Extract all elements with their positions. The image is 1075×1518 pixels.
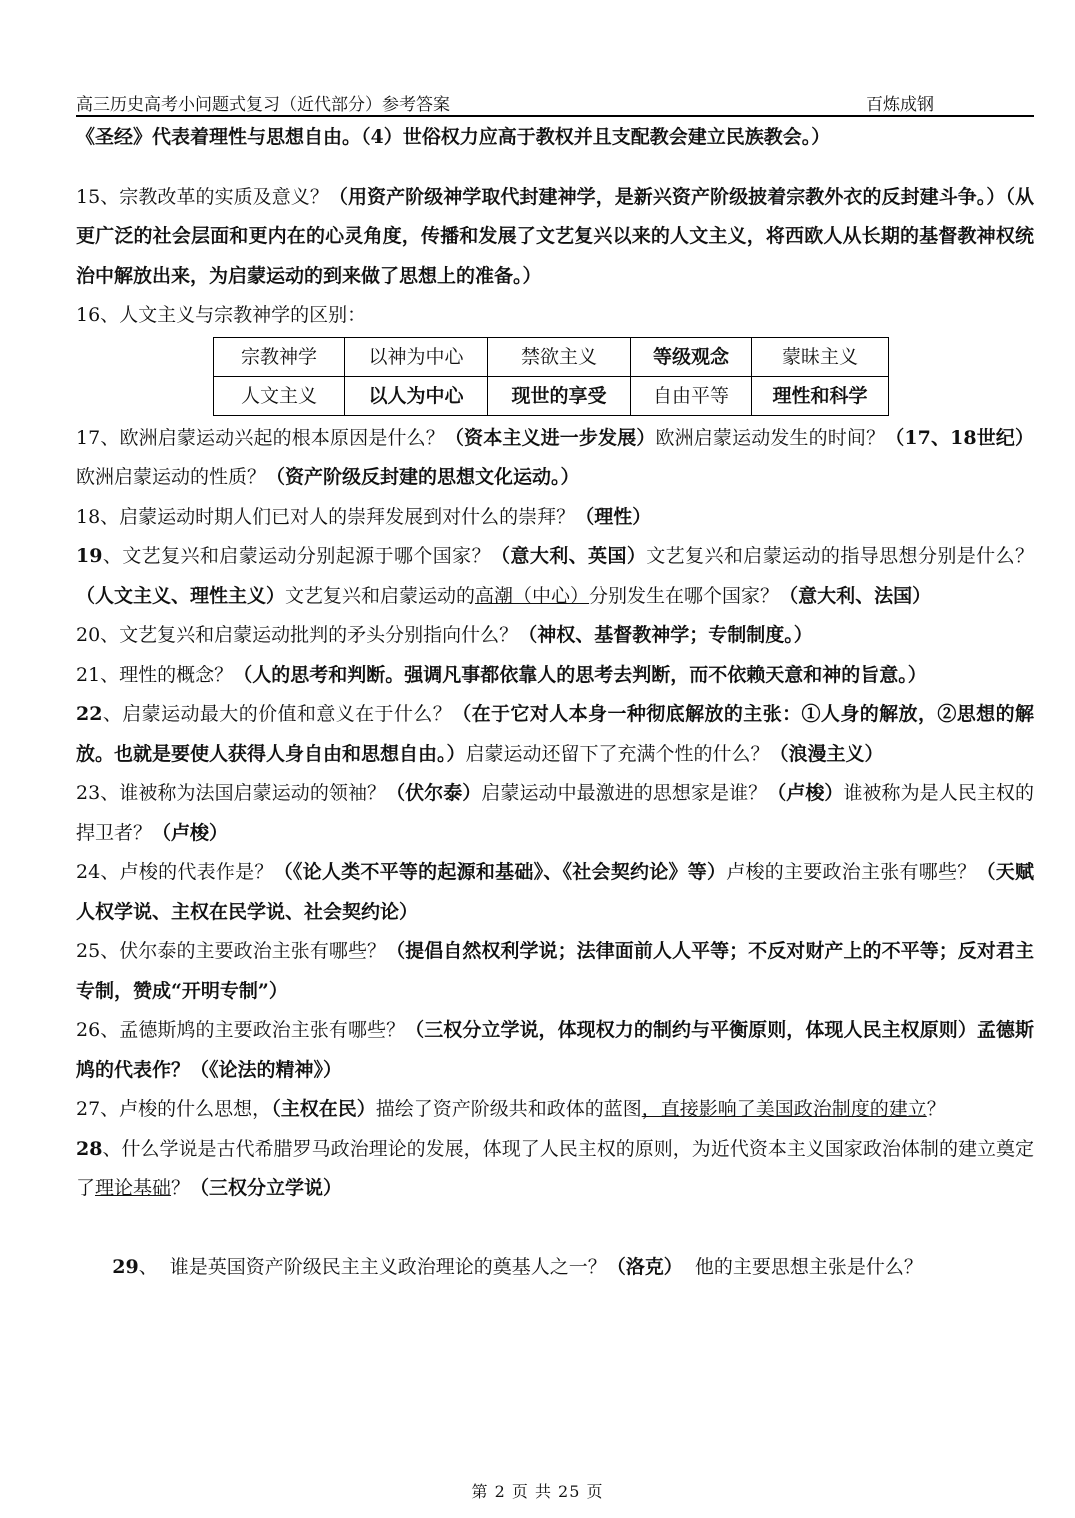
question-text: 他的主要思想主张是什么？ — [682, 1256, 923, 1278]
question-number: 28 — [76, 1137, 103, 1160]
underlined-text: ，直接影响了美国政治制度的建立 — [641, 1098, 927, 1120]
question-text: 描绘了资产阶级共和政体的蓝图 — [375, 1098, 642, 1120]
underlined-text: 理论基础 — [95, 1177, 172, 1199]
question-text: 27、卢梭的什么思想， — [76, 1098, 272, 1120]
question-18 — [76, 498, 1034, 538]
paragraph-continuation — [76, 118, 1034, 158]
answer-text: 《圣经》代表着理性与思想自由。（4）世俗权力应高于教权并且支配教会建立民族教会。） — [76, 126, 831, 148]
table-cell: 理性和科学 — [752, 376, 889, 415]
question-27 — [76, 1090, 1034, 1130]
question-text: 24、卢梭的代表作是？ — [76, 861, 274, 883]
question-text: 、什么学说是古代希腊罗马政治理论的发展，体现了人民主权的原则，为近代资本主义国家政治体制的建立奠定了 — [76, 1137, 1034, 1199]
question-text: 23、谁被称为法国启蒙运动的领袖？ — [76, 782, 387, 804]
question-text: ？ — [171, 1177, 191, 1199]
question-text: 启蒙运动中最激进的思想家是谁？ — [481, 782, 768, 804]
question-number: 22 — [76, 703, 103, 725]
question-28 — [76, 1130, 1034, 1209]
question-text: 谁被称为是人民主权的捍卫者？ — [76, 782, 1034, 844]
answer-text: （资产阶级反封建的思想文化运动。） — [266, 466, 580, 488]
question-text: 卢梭的主要政治主张有哪些？ — [726, 861, 977, 883]
answer-text: （神权、基督教神学；专制制度。） — [518, 624, 813, 646]
answer-text: （意大利、英国） — [491, 545, 647, 567]
answer-text: （三权分立学说） — [190, 1177, 343, 1199]
question-text: 欧洲启蒙运动的性质？ — [76, 466, 267, 488]
table-cell: 蒙昧主义 — [752, 337, 889, 376]
question-17 — [76, 419, 1034, 498]
spacer — [76, 158, 1034, 178]
underlined-text: 高潮（中心） — [475, 584, 590, 607]
question-25 — [76, 932, 1034, 1011]
answer-text: （洛克） — [606, 1256, 683, 1278]
question-24 — [76, 853, 1034, 932]
main-content — [76, 118, 1034, 1327]
question-number: 19 — [76, 545, 103, 567]
answer-text: （用资产阶级神学取代封建神学，是新兴资产阶级披着宗教外衣的反封建斗争。）（从更广泛的社会层面和更内在的心灵角度，传播和发展了文艺复兴以来的人文主义，将西欧人从长期的基督教神权统治中解放出来，为启蒙运动的到来做了思想上的准备。） — [76, 185, 1034, 287]
question-26 — [76, 1011, 1034, 1090]
question-text: 15、宗教改革的实质及意义？ — [76, 185, 329, 208]
answer-text: （天赋人权学说、主权在民学说、社会契约论） — [76, 861, 1034, 923]
table-cell: 自由平等 — [631, 376, 752, 415]
question-20 — [76, 616, 1034, 656]
answer-text: （主权在民） — [271, 1098, 376, 1120]
answer-text: （《论人类不平等的起源和基础》、《社会契约论》等） — [273, 861, 727, 883]
question-text: 26、孟德斯鸠的主要政治主张有哪些？ — [76, 1019, 406, 1041]
answer-text: （意大利、法国） — [779, 584, 932, 607]
page-header — [76, 89, 1034, 117]
header-motto: 百炼成钢 — [866, 95, 934, 115]
answer-text: （伏尔泰） — [386, 782, 482, 804]
answer-text: （17、18世纪） — [885, 426, 1034, 449]
question-text: 、 谁是英国资产阶级民主主义政治理论的奠基人之一？ — [138, 1256, 607, 1278]
question-22 — [76, 695, 1034, 774]
table-cell: 现世的享受 — [488, 376, 631, 415]
table-cell: 宗教神学 — [214, 337, 345, 376]
answer-text: （卢梭） — [152, 821, 229, 844]
question-number: 29 — [112, 1256, 139, 1278]
question-text: ？ — [926, 1098, 946, 1120]
comparison-table — [213, 337, 889, 416]
question-19 — [76, 537, 1034, 616]
answer-text: （三权分立学说，体现权力的制约与平衡原则，体现人民主权原则）孟德斯鸠的代表作？（《论法的精神》） — [76, 1019, 1034, 1081]
question-text: 17、欧洲启蒙运动兴起的根本原因是什么？ — [76, 426, 445, 449]
question-text: 16、人文主义与宗教神学的区别： — [76, 304, 367, 326]
answer-text: （人的思考和判断。强调凡事都依靠人的思考去判断，而不依赖天意和神的旨意。） — [233, 663, 927, 686]
table-cell: 等级观念 — [631, 337, 752, 376]
question-21 — [76, 656, 1034, 696]
question-text: 、文艺复兴和启蒙运动分别起源于哪个国家？ — [102, 545, 491, 567]
question-text: 25、伏尔泰的主要政治主张有哪些？ — [76, 940, 387, 962]
question-text: 文艺复兴和启蒙运动的 — [285, 584, 476, 607]
question-16 — [76, 296, 1034, 336]
page-footer: 第 2 页 共 25 页 — [471, 1482, 604, 1501]
question-text: 、启蒙运动最大的价值和意义在于什么？ — [102, 703, 453, 725]
question-text: 21、理性的概念？ — [76, 663, 234, 686]
answer-text: （提倡自然权利学说；法律面前人人平等；不反对财产上的不平等；反对君主专制，赞成“开明专制”） — [76, 940, 1034, 1002]
answer-text: （人文主义、理性主义） — [76, 584, 286, 607]
answer-text: （在于它对人本身一种彻底解放的主张：①人身的解放，②思想的解放。也就是要使人获得人身自由和思想自由。） — [76, 703, 1034, 765]
table-cell: 人文主义 — [214, 376, 345, 415]
table-cell: 禁欲主义 — [488, 337, 631, 376]
table-cell: 以神为中心 — [345, 337, 488, 376]
question-15 — [76, 178, 1034, 297]
answer-text: （浪漫主义） — [769, 742, 884, 765]
table-row — [214, 337, 889, 376]
answer-text: （资本主义进一步发展） — [444, 426, 656, 449]
question-29 — [76, 1209, 1034, 1328]
table-cell: 以人为中心 — [345, 376, 488, 415]
table-row — [214, 376, 889, 415]
question-text: 文艺复兴和启蒙运动的指导思想分别是什么？ — [646, 545, 1034, 567]
answer-text: （理性） — [575, 505, 652, 528]
question-23 — [76, 774, 1034, 853]
question-text: 欧洲启蒙运动发生的时间？ — [655, 426, 886, 449]
answer-text: （卢梭） — [767, 782, 844, 804]
question-text: 18、启蒙运动时期人们已对人的崇拜发展到对什么的崇拜？ — [76, 505, 576, 528]
question-text: 20、文艺复兴和启蒙运动批判的矛头分别指向什么？ — [76, 624, 519, 646]
question-text: 分别发生在哪个国家？ — [589, 584, 780, 607]
header-title: 高三历史高考小问题式复习（近代部分）参考答案 — [76, 95, 450, 115]
question-text: 启蒙运动还留下了充满个性的什么？ — [465, 742, 770, 765]
